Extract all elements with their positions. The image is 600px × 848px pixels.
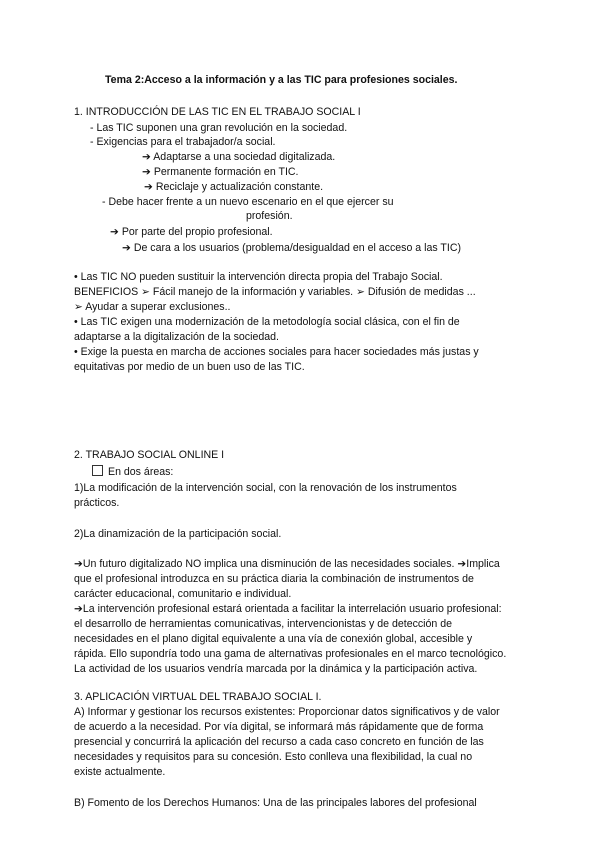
section-2-heading: 2. TRABAJO SOCIAL ONLINE I (74, 449, 225, 461)
paragraph-line: adaptarse a la digitalización de la sociedad. (74, 331, 279, 343)
paragraph-line: equitativas por medio de un buen uso de las TIC. (74, 361, 305, 373)
paragraph-line: 2)La dinamización de la participación social. (74, 528, 282, 540)
list-item-continuation: profesión. (246, 210, 293, 222)
checkbox-item (92, 465, 173, 479)
checkbox-label: En dos áreas: (108, 466, 174, 478)
paragraph-line: 1)La modificación de la intervención social, con la renovación de los instrumentos (74, 482, 457, 494)
paragraph-line: ➔Un futuro digitalizado NO implica una disminución de las necesidades sociales. ➔Implica (74, 558, 500, 570)
paragraph-line: de acuerdo a la necesidad. Por vía digital, se informará más rápidamente que de forma (74, 721, 484, 733)
paragraph-line: ➔La intervención profesional estará orientada a facilitar la interrelación usuario profesional: (74, 603, 502, 615)
sub-list-item: ➔ Reciclaje y actualización constante. (144, 181, 324, 193)
sub-list-item: ➔ De cara a los usuarios (problema/desigualdad en el acceso a las TIC) (122, 242, 462, 254)
paragraph-line: prácticos. (74, 497, 120, 509)
sub-list-item: ➔ Adaptarse a una sociedad digitalizada. (142, 151, 336, 163)
section-1-heading: 1. INTRODUCCIÓN DE LAS TIC EN EL TRABAJO SOCIAL I (74, 106, 361, 118)
paragraph-line: La actividad de los usuarios vendría marcada por la dinámica y la participación activa. (74, 663, 478, 675)
paragraph-line: que el profesional introduzca en su práctica diaria la combinación de instrumentos de (74, 573, 474, 585)
sub-list-item: ➔ Por parte del propio profesional. (110, 226, 273, 238)
checkbox-icon (92, 465, 103, 476)
paragraph-line: necesidades en el plano digital equivalente a una vía de conexión global, accesible y (74, 633, 473, 645)
paragraph-line: carácter educacional, comunitario e individual. (74, 588, 292, 600)
section-3-heading: 3. APLICACIÓN VIRTUAL DEL TRABAJO SOCIAL I. (74, 691, 322, 703)
paragraph-line: ➢ Ayudar a superar exclusiones.. (74, 301, 231, 313)
paragraph-line: rápida. Ello supondría todo una gama de alternativas profesionales en el marco tecnológico. (74, 648, 507, 660)
paragraph-line: B) Fomento de los Derechos Humanos: Una de las principales labores del profesional (74, 797, 477, 809)
paragraph-line: necesidades y requisitos para su concesión. Esto conlleva una flexibilidad, la cual no (74, 751, 473, 763)
paragraph-line: BENEFICIOS ➢ Fácil manejo de la información y variables. ➢ Difusión de medidas ... (74, 286, 476, 298)
list-item: - Las TIC suponen una gran revolución en la sociedad. (90, 122, 348, 134)
paragraph-line: existe actualmente. (74, 766, 166, 778)
paragraph-line: • Exige la puesta en marcha de acciones sociales para hacer sociedades más justas y (74, 346, 479, 358)
paragraph-line: el desarrollo de herramientas comunicativas, intervencionistas y de detección de (74, 618, 453, 630)
list-item: - Debe hacer frente a un nuevo escenario en el que ejercer su (102, 196, 394, 208)
paragraph-line: presencial y concurrirá la aplicación del recurso a cada caso concreto en función de las (74, 736, 484, 748)
list-item: - Exigencias para el trabajador/a social. (90, 136, 276, 148)
paragraph-line: • Las TIC exigen una modernización de la metodología social clásica, con el fin de (74, 316, 460, 328)
page-title: Tema 2:Acceso a la información y a las TIC para profesiones sociales. (105, 74, 458, 86)
sub-list-item: ➔ Permanente formación en TIC. (142, 166, 299, 178)
paragraph-line: A) Informar y gestionar los recursos existentes: Proporcionar datos significativos y de valor (74, 706, 500, 718)
paragraph-line: • Las TIC NO pueden sustituir la intervención directa propia del Trabajo Social. (74, 271, 443, 283)
